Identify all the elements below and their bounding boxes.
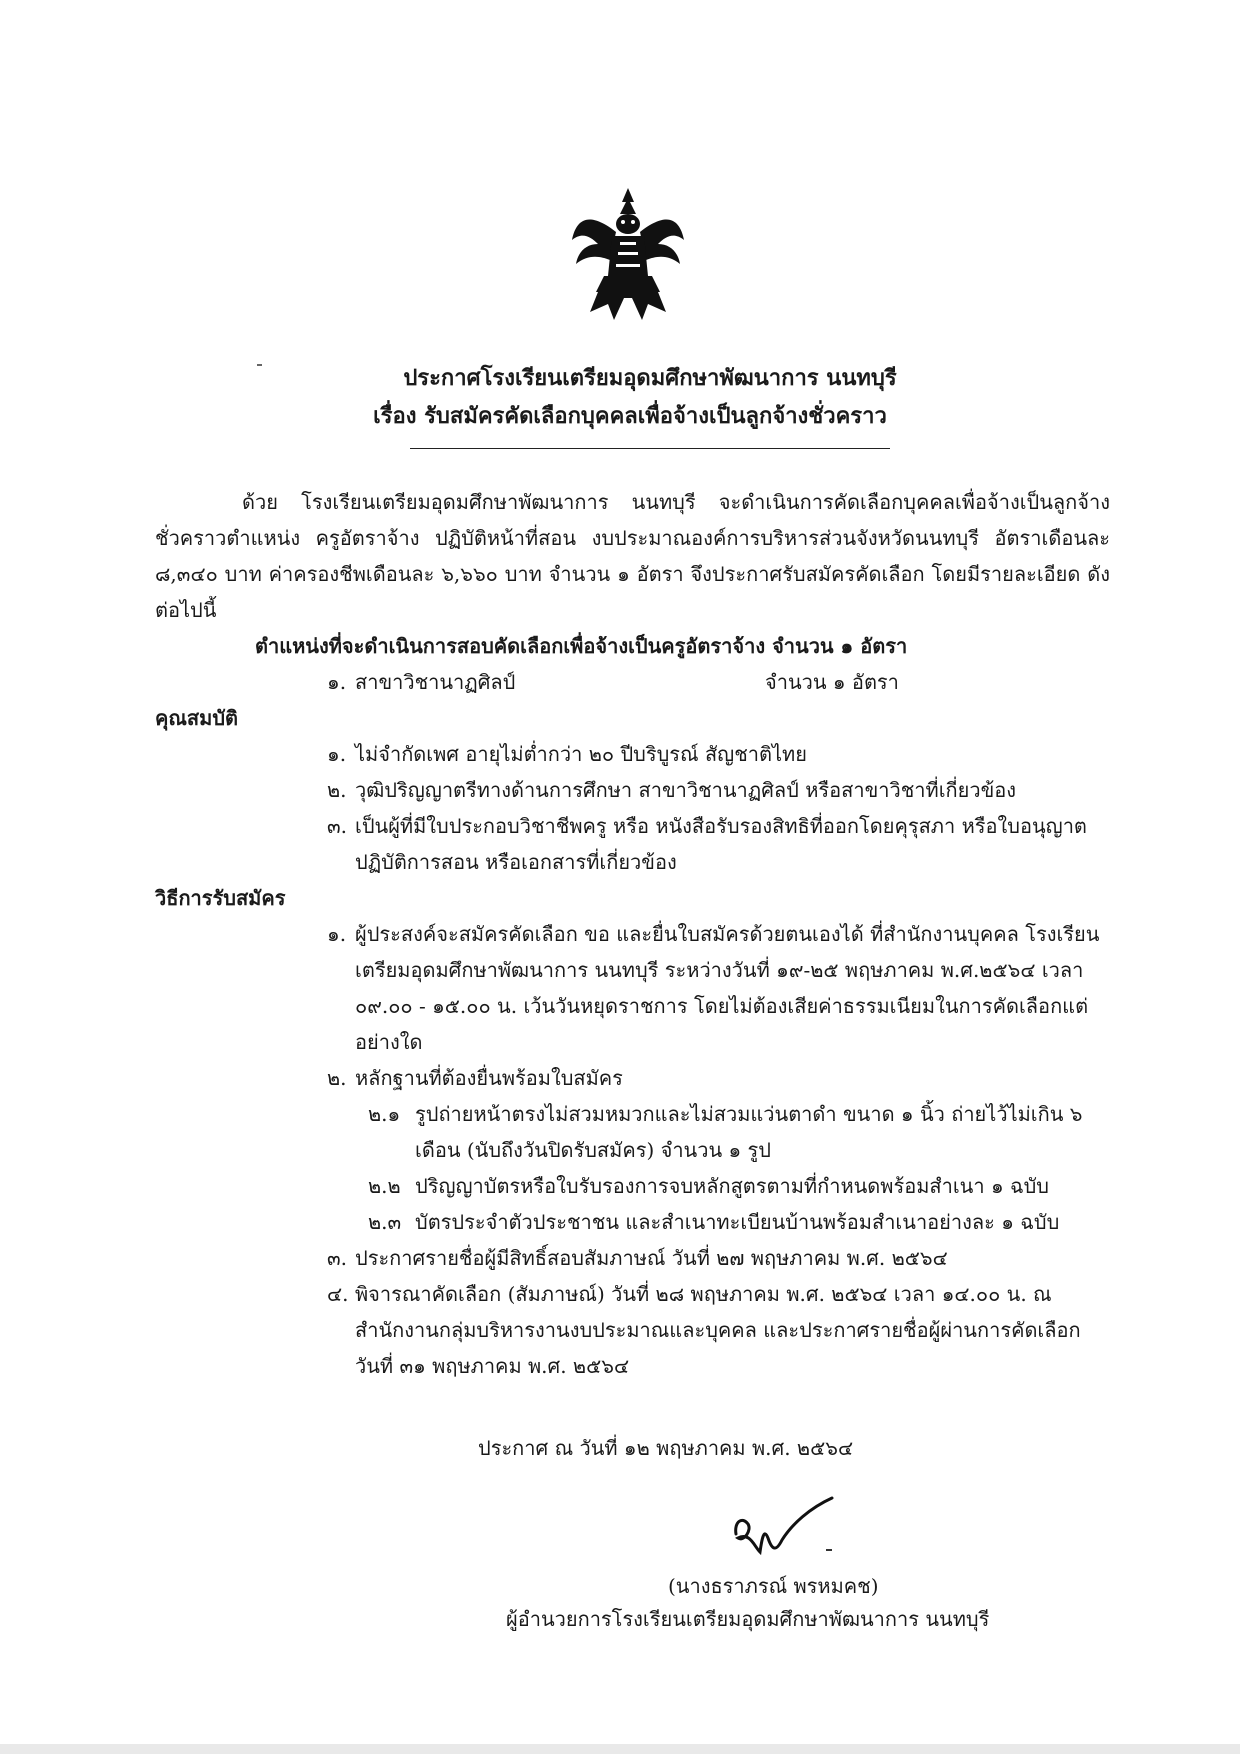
sub-item-text: รูปถ่ายหน้าตรงไม่สวมหมวกและไม่สวมแว่นตาดำ ขนาด ๑ นิ้ว ถ่ายไว้ไม่เกิน ๖ เดือน (นับถึงวันปิดรับสมัคร) จำนวน ๑ รูป bbox=[415, 1102, 1083, 1162]
application-item bbox=[155, 1240, 1110, 1276]
sub-item-text: บัตรประจำตัวประชาชน และสำเนาทะเบียนบ้านพร้อมสำเนาอย่างละ ๑ ฉบับ bbox=[415, 1210, 1060, 1234]
application-text: พิจารณาคัดเลือก (สัมภาษณ์) วันที่ ๒๘ พฤษภาคม พ.ศ. ๒๕๖๔ เวลา ๑๔.๐๐ น. ณ สำนักงานกลุ่มบริหารงานงบประมาณและบุคคล และประกาศรายชื่อผู้ผ่านการคัดเลือก วันที่ ๓๑ พฤษภาคม พ.ศ. ๒๕๖๔ bbox=[355, 1282, 1081, 1378]
qualification-text: ไม่จำกัดเพศ อายุไม่ต่ำกว่า ๒๐ ปีบริบูรณ์ สัญชาติไทย bbox=[355, 742, 807, 766]
position-heading: ตำแหน่งที่จะดำเนินการสอบคัดเลือกเพื่อจ้างเป็นครูอัตราจ้าง จำนวน ๑ อัตรา bbox=[255, 634, 908, 658]
position-item bbox=[155, 664, 1110, 700]
application-item bbox=[155, 1060, 1110, 1096]
application-item bbox=[155, 916, 1110, 1060]
application-text: ประกาศรายชื่อผู้มีสิทธิ์สอบสัมภาษณ์ วันที่ ๒๗ พฤษภาคม พ.ศ. ๒๕๖๔ bbox=[355, 1246, 948, 1270]
application-text: ผู้ประสงค์จะสมัครคัดเลือก ขอ และยื่นใบสมัครด้วยตนเองได้ ที่สำนักงานบุคคล โรงเรียนเตรียมอุดมศึกษาพัฒนาการ นนทบุรี ระหว่างวันที่ ๑๙-๒๕ พฤษภาคม พ.ศ.๒๕๖๔ เวลา ๐๙.๐๐ - ๑๕.๐๐ น. เว้นวันหยุดราชการ โดยไม่ต้องเสียค่าธรรมเนียมในการคัดเลือกแต่อย่างใด bbox=[355, 922, 1100, 1054]
position-item-label: สาขาวิชานาฏศิลป์ bbox=[355, 670, 516, 694]
document-sub-item bbox=[155, 1204, 1110, 1240]
qualification-text: เป็นผู้ที่มีใบประกอบวิชาชีพครู หรือ หนังสือรับรองสิทธิที่ออกโดยคุรุสภา หรือใบอนุญาตปฏิบัติการสอน หรือเอกสารที่เกี่ยวข้อง bbox=[355, 814, 1087, 874]
document-sub-item bbox=[155, 1096, 1110, 1168]
application-number: ๓. bbox=[327, 1246, 348, 1270]
qualification-item bbox=[155, 736, 1110, 772]
announcement-date: ประกาศ ณ วันที่ ๑๒ พฤษภาคม พ.ศ. ๒๕๖๔ bbox=[478, 1436, 854, 1460]
garuda-emblem-icon bbox=[568, 180, 688, 325]
announcement-title: ประกาศโรงเรียนเตรียมอุดมศึกษาพัฒนาการ นนทบุรี bbox=[403, 365, 897, 391]
qualification-item bbox=[155, 772, 1110, 808]
application-text: หลักฐานที่ต้องยื่นพร้อมใบสมัคร bbox=[355, 1066, 623, 1090]
intro-paragraph: ด้วย โรงเรียนเตรียมอุดมศึกษาพัฒนาการ นนทบุรี จะดำเนินการคัดเลือกบุคคลเพื่อจ้างเป็นลูกจ้างชั่วคราวตำแหน่ง ครูอัตราจ้าง ปฏิบัติหน้าที่สอน งบประมาณองค์การบริหารส่วนจังหวัดนนทบุรี อัตราเดือนละ ๘,๓๔๐ บาท ค่าครองชีพเดือนละ ๖,๖๖๐ บาท จำนวน ๑ อัตรา จึงประกาศรับสมัครคัดเลือก โดยมีรายละเอียด ดังต่อไปนี้ bbox=[155, 490, 1110, 622]
signer-position: ผู้อำนวยการโรงเรียนเตรียมอุดมศึกษาพัฒนาการ นนทบุรี bbox=[506, 1607, 990, 1631]
qualification-number: ๓. bbox=[327, 814, 348, 838]
qualifications-heading: คุณสมบัติ bbox=[155, 706, 239, 730]
qualification-number: ๑. bbox=[327, 742, 347, 766]
announcement-subject: เรื่อง รับสมัครคัดเลือกบุคคลเพื่อจ้างเป็นลูกจ้างชั่วคราว bbox=[373, 403, 887, 429]
sub-item-number: ๒.๒ bbox=[368, 1174, 401, 1198]
application-heading: วิธีการรับสมัคร bbox=[155, 886, 286, 910]
document-sub-item bbox=[155, 1168, 1110, 1204]
signature-icon bbox=[728, 1494, 838, 1564]
title-divider bbox=[410, 448, 890, 449]
signer-name: (นางธราภรณ์ พรหมคช) bbox=[668, 1574, 879, 1598]
qualification-text: วุฒิปริญญาตรีทางด้านการศึกษา สาขาวิชานาฏศิลป์ หรือสาขาวิชาที่เกี่ยวข้อง bbox=[355, 778, 1017, 802]
sub-item-number: ๒.๑ bbox=[368, 1102, 401, 1126]
sub-item-text: ปริญญาบัตรหรือใบรับรองการจบหลักสูตรตามที่กำหนดพร้อมสำเนา ๑ ฉบับ bbox=[415, 1174, 1050, 1198]
position-item-count: จำนวน ๑ อัตรา bbox=[765, 670, 899, 694]
sub-item-number: ๒.๓ bbox=[368, 1210, 402, 1234]
application-number: ๑. bbox=[327, 922, 347, 946]
scan-edge bbox=[0, 1744, 1240, 1754]
announcement-body bbox=[155, 484, 1110, 1384]
scan-speck bbox=[257, 364, 262, 366]
application-item bbox=[155, 1276, 1110, 1384]
application-number: ๒. bbox=[327, 1066, 347, 1090]
position-item-number: ๑. bbox=[327, 670, 347, 694]
qualification-item bbox=[155, 808, 1110, 880]
qualification-number: ๒. bbox=[327, 778, 347, 802]
application-number: ๔. bbox=[327, 1282, 349, 1306]
